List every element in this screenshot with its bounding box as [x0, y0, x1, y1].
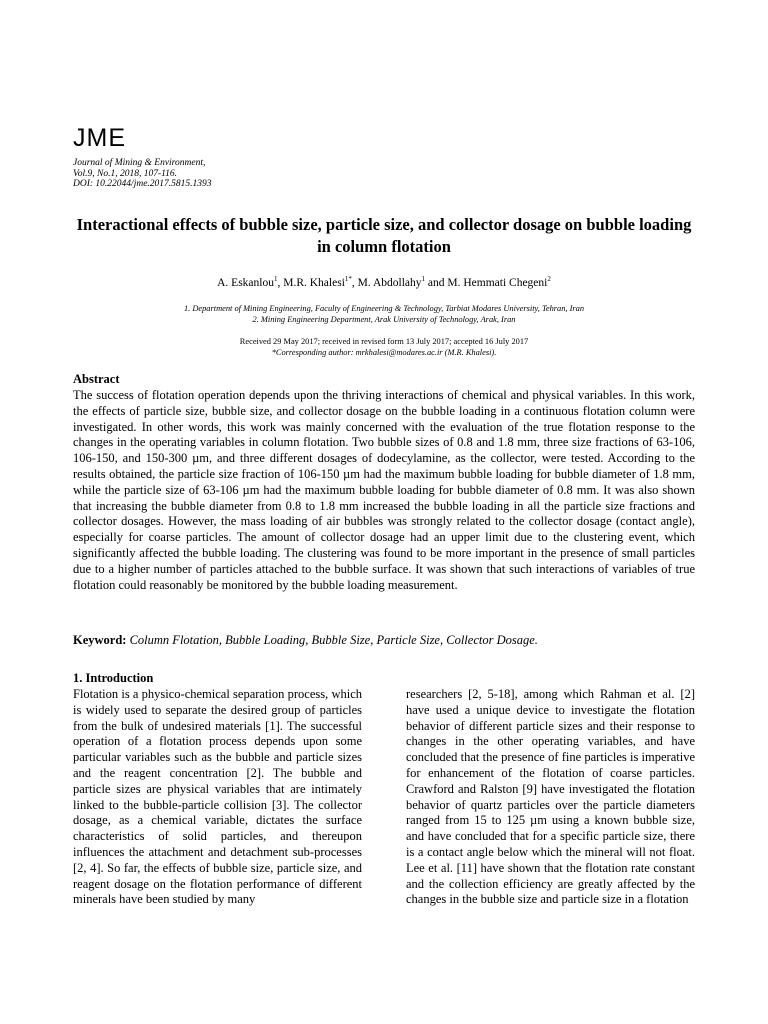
received-dates: Received 29 May 2017; received in revised form 13 July 2017; accepted 16 July 2017 — [239, 337, 529, 346]
journal-name: Journal of Mining & Environment, — [73, 158, 206, 168]
journal-volume: Vol.9, No.1, 2018, 107-116. — [73, 168, 178, 179]
abstract-text: The success of flotation operation depends upon the thriving interactions of chemical and physical variables. In this work, the effects of particle size, bubble size, and collector dosage on the bubble loading in a continuous flotation column were investigated. In other words, this work was mainly concerned with the evaluation of the true flotation response to the changes in the operating variables in column flotation. Two bubble sizes of 0.8 and 1.8 mm, three size fractions of 63-106, 106-150, and 150-300 µm, and three different dosages of dodecylamine, as the collector, were tested. According to the results obtained, the particle size fraction of 106-150 µm had the maximum bubble loading for bubble diameter of 1.8 mm, while the particle size of 63-106 µm had the maximum bubble loading for bubble diameter of 0.8 mm. It was also shown that increasing the bubble diameter from 0.8 to 1.8 mm increased the bubble loading in all the particle size fractions and collector dosages. However, the mass loading of air bubbles was strongly related to the collector dosage (contact angle), especially for coarse particles. The amount of collector dosage had an upper limit due to the clustering event, which significantly affected the bubble loading. The clustering was found to be more important in the presence of small particles due to a higher number of particles attached to the bubble surface. It was shown that such interactions of variables of true flotation could reasonably be monitored by the bubble loading measurement. — [73, 388, 695, 592]
keywords-label: Keyword: — [73, 633, 127, 647]
author-affiliation-mark: 1 — [421, 275, 426, 283]
introduction-right-column: researchers [2, 5-18], among which Rahman et al. [2] have used a unique device to investigate the flotation behavior of different particle sizes and their response to changes in the other operating variables, and have concluded that the presence of fine particles is imperative for enhancement of the flotation of coarse particles. Crawford and Ralston [9] have investigated the flotation behavior of quartz particles over the particle diameters ranged from 15 to 125 µm using a known bubble size, and have concluded that for a specific particle size, there is a contact angle below which the mineral will not float. Lee et al. [11] have shown that the flotation rate constant and the collection efficiency are greatly affected by the changes in the bubble size and particle size in a flotation — [406, 687, 695, 907]
journal-doi: DOI: 10.22044/jme.2017.5815.1393 — [73, 179, 212, 189]
corresponding-author: *Corresponding author: mrkhalesi@modares.ac.ir (M.R. Khalesi). — [271, 347, 497, 357]
author-list: A. Eskanlou$^1$, M.R. Khalesi$^{1*}$, M. Abdollahy$^1$ and M. Hemmati Chegeni$^2$ — [217, 275, 551, 289]
introduction-left-column: Flotation is a physico-chemical separation process, which is widely used to separate the desired group of particles from the bulk of undesired materials [1]. The successful operation of a flotation process depends upon some particular variables such as the bubble and particle sizes and the reagent concentration [2]. The bubble and particle sizes are physical variables that are intimately linked to the bubble-particle collision [3]. The collector dosage, as a chemical variable, dictates the surface characteristics of solid particles, and thereupon influences the attachment and detachment sub-processes [2, 4]. So far, the effects of bubble size, particle size, and reagent dosage on the flotation performance of different minerals have been studied by many — [73, 687, 362, 907]
affiliation-line: 1. Department of Mining Engineering, Faculty of Engineering & Technology, Tarbiat Modares University, Tehran, Iran — [183, 304, 585, 313]
affiliations — [73, 304, 695, 325]
author-name: M. Hemmati Chegeni — [447, 276, 548, 289]
journal-info — [73, 158, 212, 190]
author-affiliation-mark: 1 — [273, 275, 278, 283]
author-conjunction: and — [427, 276, 445, 289]
keywords — [73, 633, 695, 648]
affiliation-line: 2. Mining Engineering Department, Arak University of Technology, Arak, Iran — [252, 314, 516, 324]
author-name: A. Eskanlou — [217, 276, 274, 289]
introduction-heading: 1. Introduction — [73, 671, 154, 685]
author-affiliation-mark: 1* — [344, 275, 352, 283]
keywords-text: Column Flotation, Bubble Loading, Bubble Size, Particle Size, Collector Dosage. — [129, 633, 538, 647]
journal-logo: JME — [73, 124, 126, 152]
paper-title: Interactional effects of bubble size, particle size, and collector dosage on bubble loading in column flotation — [76, 215, 692, 256]
author-name: M.R. Khalesi — [283, 276, 345, 289]
author-name: M. Abdollahy — [357, 276, 422, 289]
author-affiliation-mark: 2 — [547, 275, 551, 283]
article-history — [73, 337, 695, 358]
abstract-heading: Abstract — [73, 372, 120, 386]
